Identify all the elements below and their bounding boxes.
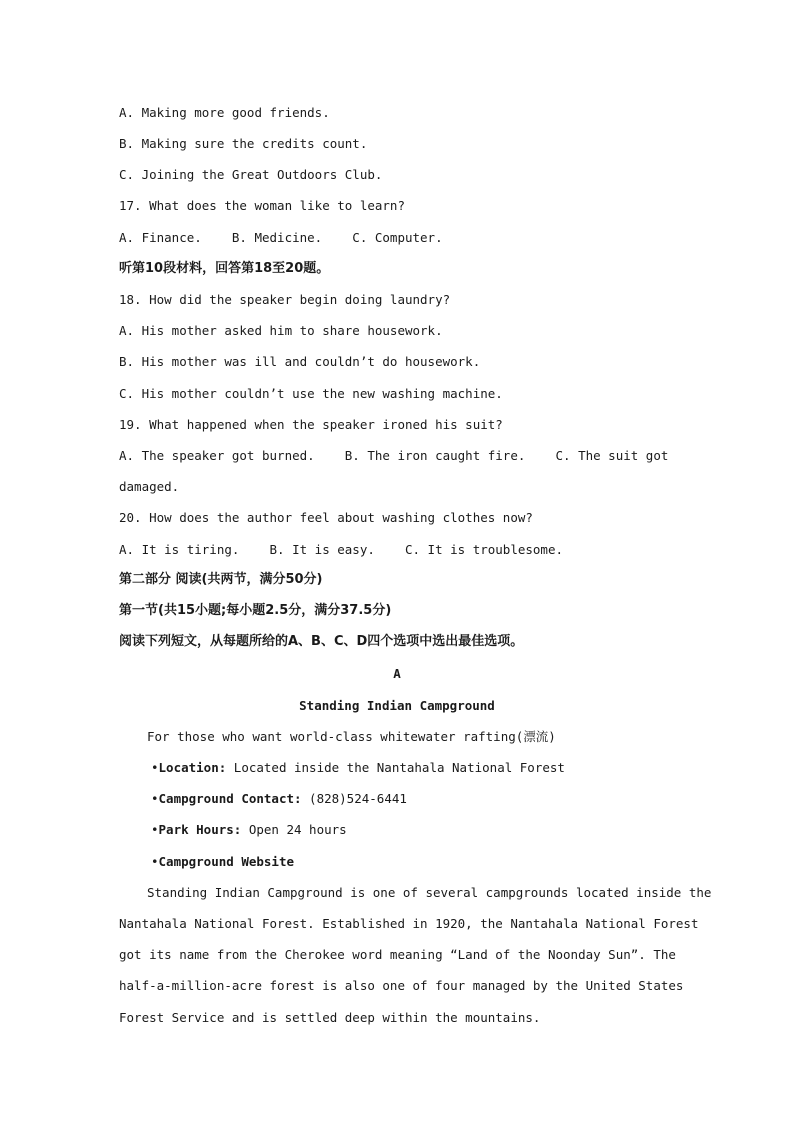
option-a: A. His mother asked him to share housework.: [119, 323, 443, 338]
passage-title: Standing Indian Campground: [299, 698, 495, 713]
reading-instruction: 阅读下列短文，从每题所给的A、B、C、D四个选项中选出最佳选项。: [119, 634, 524, 649]
location-value: Located inside the Nantahala National Forest: [226, 760, 565, 775]
hours-label: Park Hours:: [158, 822, 242, 837]
bullet: •: [151, 791, 159, 806]
passage-letter: A: [393, 666, 401, 681]
paragraph-line: Standing Indian Campground is one of several campgrounds located inside the: [147, 885, 712, 900]
paragraph-line: half-a-million-acre forest is also one of four managed by the United States: [119, 978, 684, 993]
contact-value: (828)524-6441: [301, 791, 407, 806]
option-a: A. Making more good friends.: [119, 105, 330, 120]
info-location: [151, 760, 565, 776]
info-hours: [151, 822, 347, 838]
question-text: 19. What happened when the speaker ironed his suit?: [119, 417, 503, 432]
info-contact: [151, 791, 407, 807]
section-title: 第一节(共15小题;每小题2.5分，满分37.5分): [119, 603, 392, 618]
passage-subtitle: For those who want world-class whitewater rafting(漂流): [147, 729, 556, 744]
bullet: •: [151, 854, 159, 869]
hours-value: Open 24 hours: [241, 822, 347, 837]
question-text: 18. How did the speaker begin doing laundry?: [119, 292, 451, 307]
question-options-continued: damaged.: [119, 479, 180, 494]
info-website: [151, 854, 294, 870]
question-options: A. Finance. B. Medicine. C. Computer.: [119, 230, 443, 245]
contact-label: Campground Contact:: [158, 791, 302, 806]
option-c: C. His mother couldn’t use the new washing machine.: [119, 386, 503, 401]
bullet: •: [151, 760, 159, 775]
question-options: A. The speaker got burned. B. The iron caught fire. C. The suit got: [119, 448, 669, 463]
question-text: 17. What does the woman like to learn?: [119, 198, 405, 213]
question-options: A. It is tiring. B. It is easy. C. It is troublesome.: [119, 542, 564, 557]
part-title: 第二部分 阅读(共两节，满分50分): [119, 572, 323, 587]
bullet: •: [151, 822, 159, 837]
question-text: 20. How does the author feel about washing clothes now?: [119, 510, 533, 525]
option-b: B. His mother was ill and couldn’t do housework.: [119, 354, 481, 369]
website-label: Campground Website: [158, 854, 294, 869]
paragraph-line: got its name from the Cherokee word meaning “Land of the Noonday Sun”. The: [119, 947, 676, 962]
option-c: C. Joining the Great Outdoors Club.: [119, 167, 383, 182]
location-label: Location:: [158, 760, 227, 775]
paragraph-line: Forest Service and is settled deep within the mountains.: [119, 1010, 541, 1025]
option-b: B. Making sure the credits count.: [119, 136, 368, 151]
section-instruction: 听第10段材料，回答第18至20题。: [119, 261, 330, 276]
paragraph-line: Nantahala National Forest. Established in 1920, the Nantahala National Forest: [119, 916, 699, 931]
